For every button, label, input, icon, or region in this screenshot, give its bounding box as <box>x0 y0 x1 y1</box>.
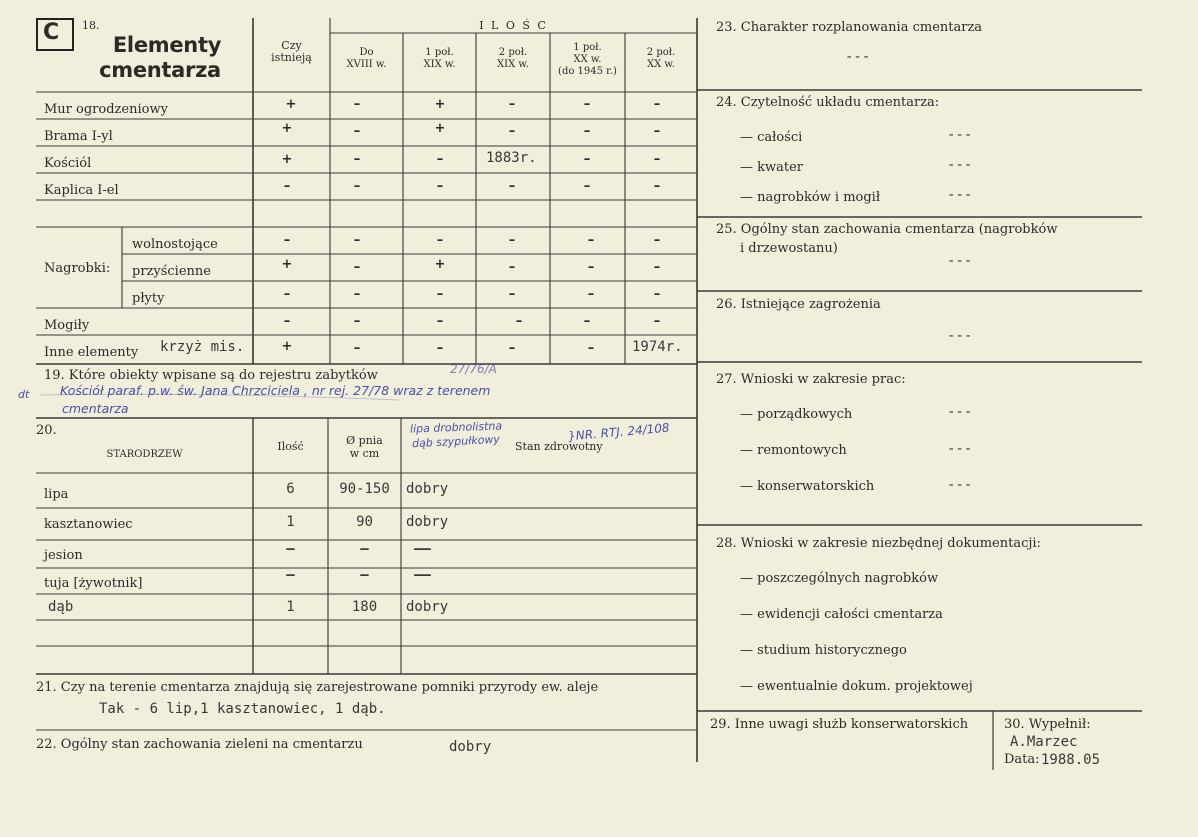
cell: – <box>436 314 444 329</box>
tree-count: 6 <box>286 481 295 497</box>
documentation-item: — studium historycznego <box>740 643 907 658</box>
work-value: --- <box>947 441 973 457</box>
tree-name: jesion <box>44 548 83 563</box>
cell: – <box>283 233 291 248</box>
tree-state: dobry <box>406 481 449 497</box>
cell: – <box>587 233 595 248</box>
cell: – <box>583 124 591 139</box>
cell: – <box>583 314 591 329</box>
work-value: --- <box>947 404 973 420</box>
cell: – <box>353 97 361 112</box>
cell: – <box>653 287 661 302</box>
tree-name: kasztanowiec <box>44 517 133 532</box>
tree-state: –– <box>414 541 431 557</box>
section-29-question: 29. Inne uwagi służb konserwatorskich <box>710 717 969 732</box>
tree-diameter: 180 <box>351 599 378 615</box>
row-label: Inne elementy <box>44 345 139 360</box>
section-22-question: 22. Ogólny stan zachowania zieleni na cmentarzu <box>36 737 363 752</box>
section-24-question: 24. Czytelność układu cmentarza: <box>716 95 940 110</box>
cell: + <box>281 339 293 354</box>
filled-by-name: A.Marzec <box>1010 734 1078 750</box>
tree-state: dobry <box>406 514 449 530</box>
cell: – <box>653 152 661 167</box>
row-label: wolnostojące <box>132 237 218 252</box>
section-20-number: 20. <box>36 423 57 438</box>
quantity-header: I L O Ś C <box>479 19 548 32</box>
section-18-title-line1: Elementy <box>112 33 222 57</box>
legibility-item: — nagrobków i mogił <box>740 190 881 205</box>
tree-count: – <box>286 541 295 557</box>
cell: – <box>653 124 661 139</box>
cell: – <box>583 179 591 194</box>
period-4-l3: (do 1945 r.) <box>558 66 617 77</box>
cell: + <box>281 121 293 136</box>
tree-state: dobry <box>406 599 449 615</box>
section-22-answer: dobry <box>449 739 492 755</box>
tree-name: tuja [żywotnik] <box>44 576 143 591</box>
nagrobki-label: Nagrobki: <box>44 261 111 276</box>
cell: – <box>653 314 661 329</box>
tree-count: – <box>286 567 295 583</box>
date-value: 1988.05 <box>1041 752 1101 768</box>
cell: – <box>515 314 523 329</box>
period-4-l1: 1 poł. <box>573 42 602 53</box>
cell: – <box>353 287 361 302</box>
row-label: Brama I-yl <box>44 129 113 144</box>
cell: – <box>436 179 444 194</box>
cell: 1883r. <box>486 150 537 166</box>
row-label: Mur ogrodzeniowy <box>44 102 168 117</box>
cell: – <box>508 179 516 194</box>
section-30-label: 30. Wypełnił: <box>1004 717 1091 732</box>
cell: – <box>436 287 444 302</box>
section-23-question: 23. Charakter rozplanowania cmentarza <box>716 20 983 35</box>
cell: + <box>285 97 297 112</box>
cell: – <box>353 179 361 194</box>
hand-note-dab: dąb szypułkowy <box>411 432 501 451</box>
legibility-value: --- <box>947 127 973 143</box>
legibility-value: --- <box>947 187 973 203</box>
cell: – <box>508 97 516 112</box>
tree-diameter: 90-150 <box>339 481 390 497</box>
tree-name: dąb <box>48 599 74 615</box>
tree-count: 1 <box>286 514 295 530</box>
trunk-diameter-header-l1: Ø pnia <box>346 434 383 447</box>
cell: – <box>587 260 595 275</box>
register-ref-note: 27/76/A <box>450 362 497 376</box>
tree-count-header: Ilość <box>277 440 304 453</box>
period-3-l1: 2 poł. <box>498 47 528 58</box>
register-entry-line1: Kościół paraf. p.w. św. Jana Chrzciciela , nr rej. 27/78 wraz z terenem <box>60 383 491 398</box>
section-letter-box <box>36 18 74 51</box>
cell: – <box>283 314 291 329</box>
work-value: --- <box>947 477 973 493</box>
col-exists-line1: Czy <box>281 39 302 52</box>
cell: – <box>508 233 516 248</box>
period-4-l2: XX w. <box>573 54 602 65</box>
tree-name: lipa <box>44 487 69 502</box>
documentation-item: — ewidencji całości cmentarza <box>740 607 943 622</box>
section-letter: C <box>43 20 60 45</box>
section-25-question-l1: 25. Ogólny stan zachowania cmentarza (nagrobków <box>716 222 1058 237</box>
section-25-question-l2: i drzewostanu) <box>740 241 838 256</box>
section-27-question: 27. Wnioski w zakresie prac: <box>716 372 906 387</box>
cell: – <box>583 97 591 112</box>
tree-count: 1 <box>286 599 295 615</box>
section-26-question: 26. Istniejące zagrożenia <box>716 297 881 312</box>
work-item: — porządkowych <box>740 407 853 422</box>
work-item: — remontowych <box>740 443 847 458</box>
work-item: — konserwatorskich <box>740 479 875 494</box>
documentation-item: — poszczególnych nagrobków <box>740 571 939 586</box>
row-label: przyścienne <box>132 264 211 279</box>
cell: – <box>436 233 444 248</box>
row-label: Kościól <box>44 156 92 171</box>
margin-note: dt <box>18 388 30 401</box>
legibility-item: — całości <box>740 130 803 145</box>
date-label: Data: <box>1004 752 1040 767</box>
register-entry-line2: cmentarza <box>62 401 129 416</box>
starodrzew-header: STARODRZEW <box>106 449 183 460</box>
cell: – <box>283 179 291 194</box>
cell: – <box>587 341 595 356</box>
period-5-l2: XX w. <box>647 59 675 70</box>
cell: – <box>283 287 291 302</box>
section-26-answer: --- <box>947 328 973 344</box>
cell: – <box>353 152 361 167</box>
legibility-item: — kwater <box>740 160 804 175</box>
cell: – <box>353 233 361 248</box>
tree-state: –– <box>414 567 431 583</box>
cell: – <box>353 314 361 329</box>
section-23-answer: --- <box>845 49 871 65</box>
period-1-l1: Do <box>359 47 374 58</box>
tree-diameter: – <box>360 567 369 583</box>
row-label: Kaplica I-el <box>44 183 119 198</box>
cell: – <box>353 124 361 139</box>
section-28-question: 28. Wnioski w zakresie niezbędnej dokumentacji: <box>716 536 1041 551</box>
cell: – <box>353 341 361 356</box>
period-3-l2: XIX w. <box>497 59 529 70</box>
period-2-l1: 1 poł. <box>425 47 454 58</box>
other-element-typed: krzyż mis. <box>160 339 245 355</box>
hand-note-lipa: lipa drobnolistna <box>409 419 503 436</box>
period-2-l2: XIX w. <box>423 59 456 70</box>
cell: + <box>434 97 446 112</box>
period-5-l1: 2 poł. <box>646 47 676 58</box>
cell: – <box>653 260 661 275</box>
cell: – <box>653 97 661 112</box>
cell: – <box>508 341 516 356</box>
row-label: Mogiły <box>44 318 90 333</box>
row-label: płyty <box>132 291 165 306</box>
cell: – <box>436 152 444 167</box>
documentation-item: — ewentualnie dokum. projektowej <box>740 679 973 694</box>
cell: 1974r. <box>632 339 683 355</box>
section-25-answer: --- <box>947 253 973 269</box>
section-21-answer: Tak - 6 lip,1 kasztanowiec, 1 dąb. <box>99 701 386 717</box>
cell: – <box>653 233 661 248</box>
tree-diameter: 90 <box>356 514 373 530</box>
col-exists-line2: istnieją <box>271 51 312 64</box>
cell: – <box>587 287 595 302</box>
cell: + <box>434 257 446 272</box>
hand-note-register: }NR. RTJ. 24/108 <box>567 420 671 444</box>
cell: + <box>434 121 446 136</box>
health-state-header: Stan zdrowotny <box>515 440 603 453</box>
cell: – <box>508 124 516 139</box>
trunk-diameter-header-l2: w cm <box>349 447 380 460</box>
cell: – <box>508 260 516 275</box>
tree-diameter: – <box>360 541 369 557</box>
cell: – <box>353 260 361 275</box>
cell: – <box>653 179 661 194</box>
section-21-question: 21. Czy na terenie cmentarza znajdują się zarejestrowane pomniki przyrody ew. aleje <box>36 680 599 695</box>
cell: – <box>508 287 516 302</box>
cell: + <box>281 152 293 167</box>
legibility-value: --- <box>947 157 973 173</box>
section-19-question: 19. Które obiekty wpisane są do rejestru zabytków <box>44 368 378 383</box>
section-18-title-line2: cmentarza <box>99 58 221 82</box>
section-18-number: 18. <box>82 19 100 32</box>
cell: – <box>436 341 444 356</box>
cell: – <box>583 152 591 167</box>
period-1-l2: XVIII w. <box>346 59 387 70</box>
cell: + <box>281 257 293 272</box>
